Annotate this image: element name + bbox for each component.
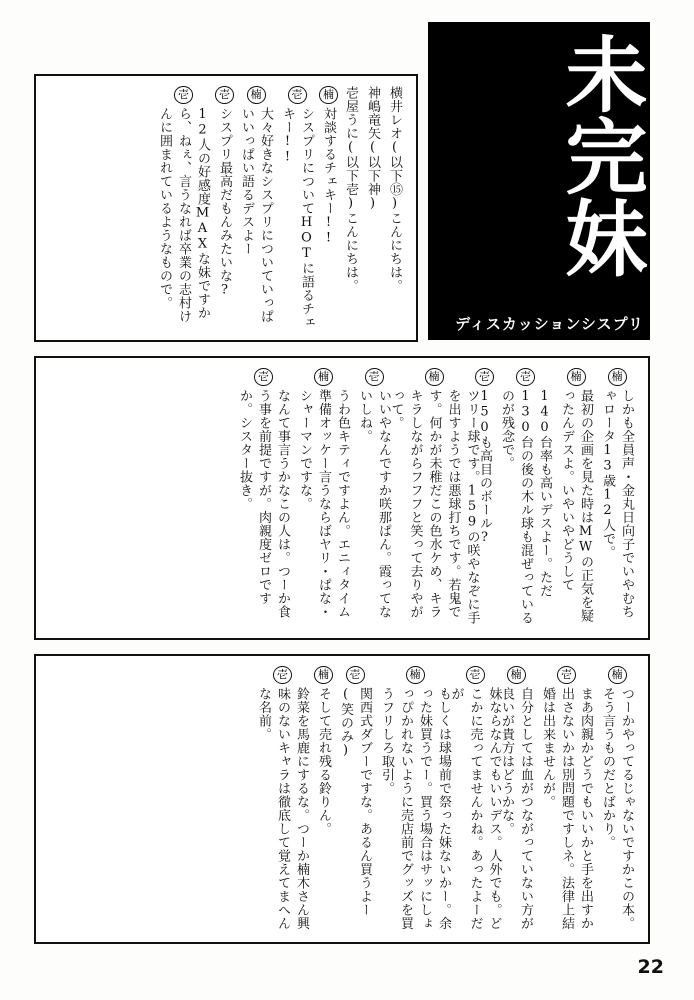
dialogue-column bbox=[538, 666, 595, 932]
dialogue-column bbox=[497, 368, 554, 628]
dialogue-text: 神嶋竜矢(以下神) bbox=[365, 86, 380, 212]
dialogue-text: 対談するチェキー!! bbox=[321, 106, 336, 246]
dialogue-text: 壱屋うに(以下壱)こんにちは。 bbox=[343, 86, 358, 293]
dialogue-text: なんて事言うかなこの人は。つーか食う事を前提ですが。肉親度ゼロですか。シスター抜き。 bbox=[237, 388, 290, 619]
dialogue-column bbox=[598, 368, 636, 628]
speaker-marker: 楠 bbox=[425, 368, 444, 386]
dialogue-column bbox=[215, 86, 234, 330]
dialogue-text: もしくは球場前で祭った妹ないかー。余った妹買うでー。買う場合はサッにしょっぴかれないように売店前でグッズを買うフリしろ取引。 bbox=[379, 686, 451, 930]
speaker-marker: 楠 bbox=[319, 86, 338, 104]
speaker-marker: 壱 bbox=[475, 368, 494, 386]
dialogue-text: 鈴菜を馬鹿にするな。つーか楠木さん興味のないキャラは徹底して覚えてまへんな名前。 bbox=[256, 686, 309, 930]
speaker-marker: 壱 bbox=[557, 666, 576, 684]
dialogue-text: 最初の企画を見た時はMWの正気を疑ったんデスよ。いやいやどうして bbox=[559, 388, 593, 623]
dialogue-text: そして売れ残る鈴りん。 bbox=[316, 686, 331, 836]
dialogue-column bbox=[475, 368, 494, 628]
dialogue-text: ツリー球です。159の咲やなぞに手を出すようでは悪球打ちです。若鬼です。何かが未稚だこの色水ケめ、キラキラしながらフフフと笑って去りやがって。 bbox=[388, 388, 480, 625]
dialogue-column bbox=[557, 368, 595, 628]
dialogue-column bbox=[319, 86, 338, 330]
panel-3-columns bbox=[48, 666, 636, 932]
dialogue-column bbox=[363, 86, 382, 330]
speaker-marker: 壱 bbox=[174, 86, 193, 104]
dialogue-text: うわ色キティですよん。エニィタイム準備オッケー言うならばヤリ・ぱな・シャーマンですな。 bbox=[297, 388, 350, 619]
title-kanji: 未完妹 bbox=[552, 32, 648, 278]
title-subtitle: ディスカッションシスプリ bbox=[455, 315, 644, 333]
dialogue-text: 横井レオ(以下⑮)こんにちは。 bbox=[387, 86, 402, 293]
speaker-marker: 壱 bbox=[365, 368, 384, 386]
dialogue-column bbox=[155, 86, 212, 330]
dialogue-text: 自分としては血がつながっていない方が良いが貴方はどうかな。 bbox=[499, 686, 533, 930]
speaker-marker: 壱 bbox=[215, 86, 234, 104]
panel-1-columns bbox=[48, 86, 404, 330]
dialogue-text: いいやなんですか咲那ぱん。霞ってないしね。 bbox=[357, 388, 391, 619]
dialogue-column bbox=[314, 666, 333, 932]
speaker-marker: 壱 bbox=[516, 368, 535, 386]
dialogue-column bbox=[254, 666, 311, 932]
speaker-marker: 楠 bbox=[314, 368, 333, 386]
dialogue-panel-2 bbox=[34, 356, 650, 640]
dialogue-column bbox=[388, 368, 480, 628]
speaker-marker: 楠 bbox=[406, 666, 425, 684]
speaker-marker: 壱 bbox=[346, 666, 365, 684]
speaker-marker: 壱 bbox=[273, 666, 292, 684]
speaker-marker: 壱 bbox=[288, 86, 307, 104]
dialogue-text: シスプリについてHOTに語るチェキー!! bbox=[280, 106, 314, 329]
dialogue-panel-3 bbox=[34, 654, 650, 944]
dialogue-text: シスプリ最高だもんみたいな? bbox=[217, 106, 232, 298]
speaker-marker: 楠 bbox=[608, 666, 627, 684]
dialogue-text: 150も高目のボール? bbox=[477, 388, 492, 546]
dialogue-column bbox=[377, 666, 453, 932]
panel-2-columns bbox=[48, 368, 636, 628]
speaker-marker: 楠 bbox=[247, 86, 266, 104]
dialogue-column bbox=[598, 666, 636, 932]
dialogue-column bbox=[237, 86, 275, 330]
dialogue-column bbox=[336, 666, 374, 932]
dialogue-text: 関西式ダブーですな。あるん買うよー(笑のみ) bbox=[338, 686, 372, 917]
speaker-marker: 楠 bbox=[507, 666, 526, 684]
dialogue-text: まあ肉親かどうでもいいかと手を出すか出さないかは別問題ですしネ。法律上結婚は出来ませんが。 bbox=[540, 686, 593, 930]
dialogue-text: 妹ならなんでもいいデス。人外でも。どこかに売ってませんかね。あったよーだが bbox=[448, 686, 502, 930]
speaker-marker: 楠 bbox=[314, 666, 333, 684]
speaker-marker: 楠 bbox=[608, 368, 627, 386]
dialogue-panel-1 bbox=[34, 74, 418, 342]
dialogue-text: つーかやってるじゃないですかこの本。そう言うものだとばかり。 bbox=[600, 686, 634, 930]
dialogue-text: しかも全員声・金丸日向子でいやむちゃロータ13歳12人で。 bbox=[600, 388, 634, 619]
dialogue-column bbox=[235, 368, 292, 628]
dialogue-text: 12人の好感度MAXな妹ですから、ねぇ、言うなれば卒業の志村けんに囲まれているようなもので。 bbox=[157, 106, 210, 323]
title-logo-block bbox=[428, 22, 650, 340]
dialogue-column bbox=[278, 86, 316, 330]
dialogue-column bbox=[448, 666, 502, 932]
dialogue-text: 140台率も高いデスよー。ただ130台の後の木ル球も混ぜっているのが残念で。 bbox=[499, 388, 552, 625]
dialogue-text: 大々好きなシスプリについていっぱいいっぱい語るデスよー bbox=[239, 106, 273, 323]
speaker-marker: 壱 bbox=[254, 368, 273, 386]
page-number: 22 bbox=[637, 956, 664, 978]
dialogue-column bbox=[385, 86, 404, 330]
speaker-marker: 楠 bbox=[567, 368, 586, 386]
dialogue-column bbox=[497, 666, 535, 932]
speaker-marker: 壱 bbox=[466, 666, 485, 684]
dialogue-column bbox=[295, 368, 352, 628]
dialogue-column bbox=[341, 86, 360, 330]
